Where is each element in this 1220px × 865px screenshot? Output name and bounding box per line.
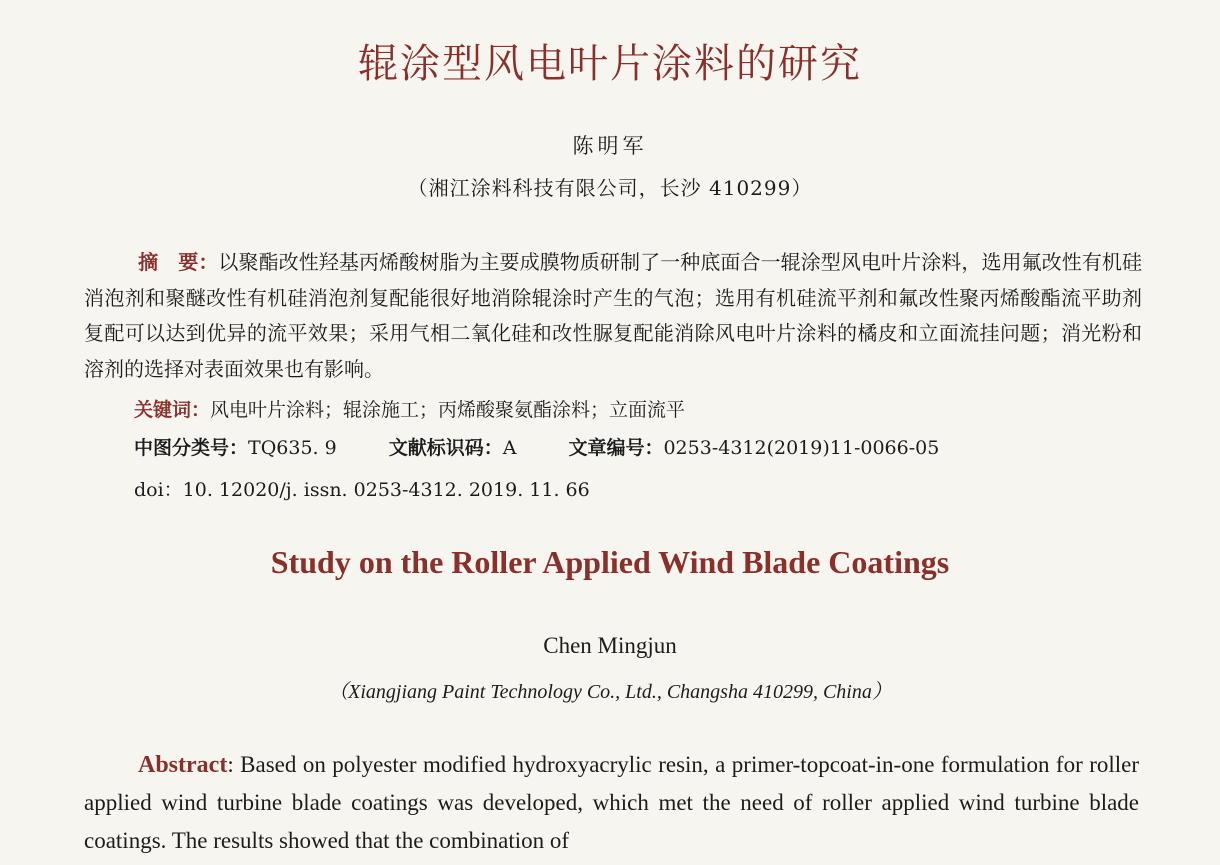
chinese-affiliation: （湘江涂料科技有限公司，长沙 410299）: [407, 176, 813, 200]
keywords-label: 关键词：: [134, 399, 211, 421]
article-number: 文章编号：0253-4312(2019)11-0066-05: [568, 437, 940, 459]
classification-row: [134, 433, 1134, 460]
english-title: Study on the Roller Applied Wind Blade Coatings: [270, 544, 950, 580]
clc-number: 中图分类号：TQ635. 9: [134, 437, 337, 459]
chinese-keywords: [134, 395, 1134, 422]
chinese-abstract-label: 摘 要：: [138, 250, 219, 274]
english-abstract-label: Abstract: [138, 752, 228, 778]
document-code: 文献标识码：A: [388, 437, 517, 459]
chinese-title: 辊涂型风电叶片涂料的研究: [358, 41, 862, 87]
english-abstract-text: : Based on polyester modified hydroxyacrylic resin, a primer-topcoat-in-one formulation for roller applied wind turbine blade coatings was developed, which met the need of roller applied wind turbine blade coatings. The results showed that the combination of: [84, 752, 1139, 853]
chinese-author: 陈明军: [572, 134, 648, 158]
chinese-abstract: [84, 245, 1142, 387]
chinese-abstract-text: 以聚酯改性羟基丙烯酸树脂为主要成膜物质研制了一种底面合一辊涂型风电叶片涂料，选用氟改性有机硅消泡剂和聚醚改性有机硅消泡剂复配能很好地消除辊涂时产生的气泡；选用有机硅流平剂和氟改性聚丙烯酸酯流平助剂复配可以达到优异的流平效果；采用气相二氧化硅和改性脲复配能消除风电叶片涂料的橘皮和立面流挂问题；消光粉和溶剂的选择对表面效果也有影响。: [84, 250, 1143, 381]
doi-line: doi：10. 12020/j. issn. 0253-4312. 2019. 11. 66: [134, 479, 590, 501]
keywords-text: 风电叶片涂料；辊涂施工；丙烯酸聚氨酯涂料；立面流平: [210, 399, 686, 421]
english-abstract: [84, 746, 1139, 860]
english-author: Chen Mingjun: [543, 633, 677, 658]
english-affiliation: （Xiangjiang Paint Technology Co., Ltd., Changsha 410299, China）: [328, 681, 892, 703]
